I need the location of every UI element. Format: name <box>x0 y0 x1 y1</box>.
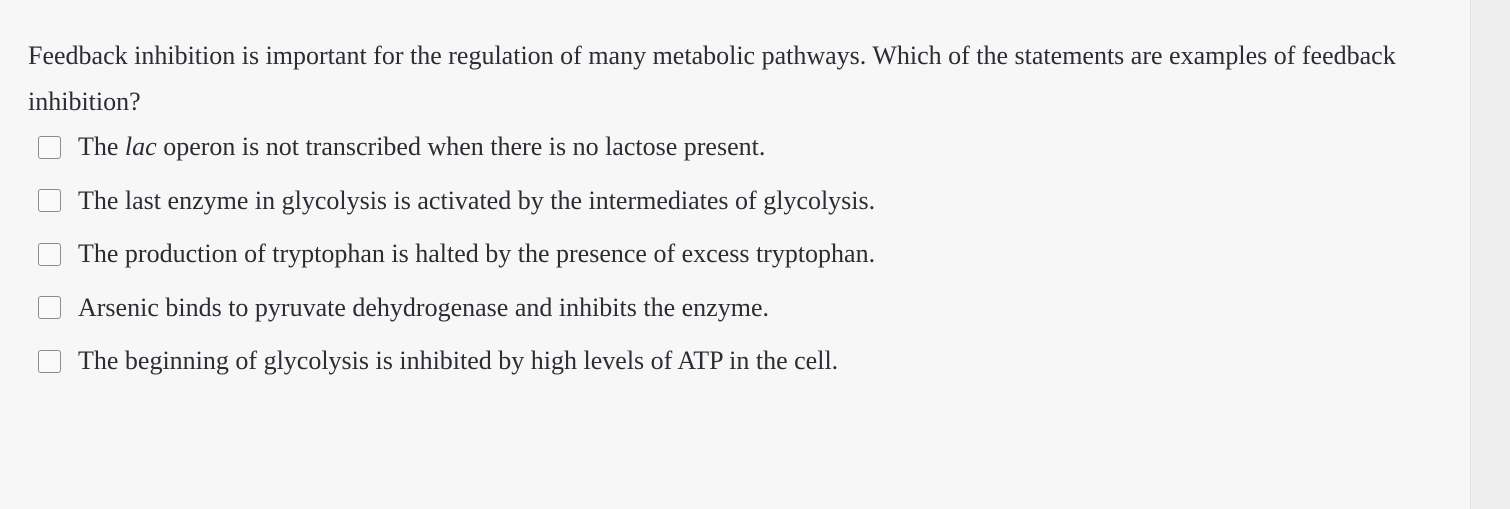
option-label[interactable]: The production of tryptophan is halted by the presence of excess tryptophan. <box>78 239 876 268</box>
option-arsenic[interactable] <box>38 285 875 331</box>
checkbox[interactable] <box>38 243 61 266</box>
answer-options <box>38 124 875 392</box>
option-lac-operon[interactable] <box>38 124 875 170</box>
option-label-italic: lac <box>124 132 157 161</box>
option-label-start: The <box>78 132 125 161</box>
checkbox[interactable] <box>38 296 61 319</box>
option-last-enzyme-glycolysis[interactable] <box>38 178 875 224</box>
checkbox[interactable] <box>38 136 61 159</box>
option-tryptophan[interactable] <box>38 231 875 277</box>
option-label-end: operon is not transcribed when there is no lactose present. <box>156 132 766 161</box>
question-prompt: Feedback inhibition is important for the regulation of many metabolic pathways. Which of the statements are examples of feedback inhibition? <box>28 41 1396 116</box>
option-label[interactable]: The last enzyme in glycolysis is activated by the intermediates of glycolysis. <box>78 185 876 215</box>
option-label[interactable] <box>78 132 765 162</box>
option-label[interactable]: Arsenic binds to pyruvate dehydrogenase and inhibits the enzyme. <box>78 292 769 322</box>
option-label[interactable]: The beginning of glycolysis is inhibited by high levels of ATP in the cell. <box>78 346 839 375</box>
checkbox[interactable] <box>38 189 61 212</box>
option-atp-glycolysis[interactable] <box>38 338 875 384</box>
page-edge <box>1471 0 1510 509</box>
checkbox[interactable] <box>38 350 61 373</box>
